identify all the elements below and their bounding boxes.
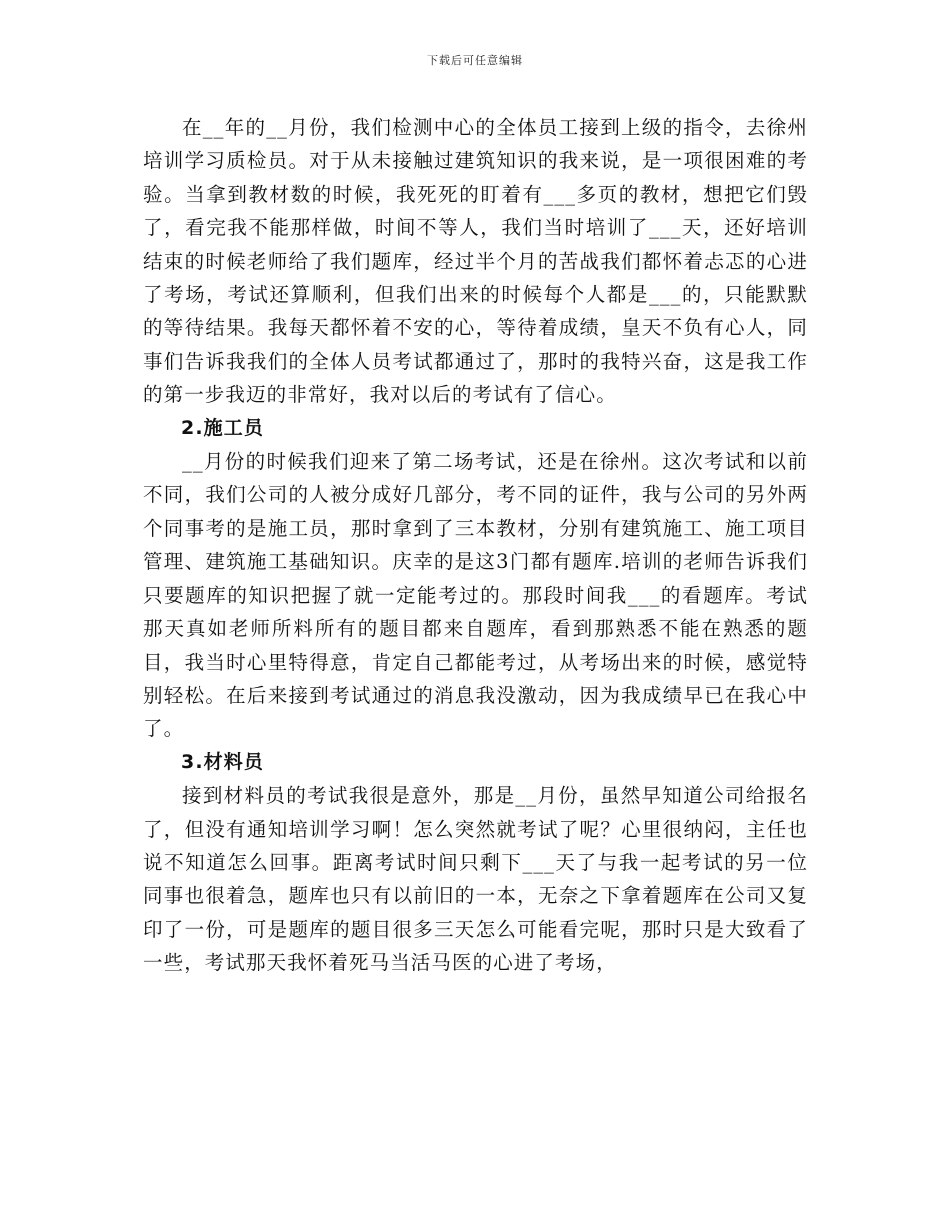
page-header: 下载后可任意编辑 [427,54,523,67]
paragraph-material-clerk: 接到材料员的考试我很是意外，那是__月份，虽然早知道公司给报名了，但没有通知培训学习啊！怎么突然就考试了呢？心里很纳闷，主任也说不知道怎么回事。距离考试时间只剩下___天了与我一起考试的另一位同事也很着急，题库也只有以前旧的一本，无奈之下拿着题库在公司又复印了一份，可是题库的题目很多三天怎么可能看完呢，那时只是大致看了一些，考试那天我怀着死马当活马医的心进了考场， [143,784,808,975]
paragraph-quality-inspector: 在__年的__月份，我们检测中心的全体员工接到上级的指令，去徐州培训学习质检员。对于从未接触过建筑知识的我来说，是一项很困难的考验。当拿到教材数的时候，我死死的盯着有___多页的教材，想把它们毁了，看完我不能那样做，时间不等人，我们当时培训了___天，还好培训结束的时候老师给了我们题库，经过半个月的苦战我们都怀着忐忑的心进了考场，考试还算顺利，但我们出来的时候每个人都是___的，只能默默的等待结果。我每天都怀着不安的心，等待着成绩，皇天不负有心人，同事们告诉我我们的全体人员考试都通过了，那时的我特兴奋，这是我工作的第一步我迈的非常好，我对以后的考试有了信心。 [143,116,808,407]
document-body [143,111,808,980]
paragraph-construction-worker: __月份的时候我们迎来了第二场考试，还是在徐州。这次考试和以前不同，我们公司的人被分成好几部分，考不同的证件，我与公司的另外两个同事考的是施工员，那时拿到了三本教材，分别有建筑施工、施工项目管理、建筑施工基础知识。庆幸的是这3门都有题库.培训的老师告诉我们只要题库的知识把握了就一定能考过的。那段时间我___的看题库。考试那天真如老师所料所有的题目都来自题库，看到那熟悉不能在熟悉的题目，我当时心里特得意，肯定自己都能考过，从考场出来的时候，感觉特别轻松。在后来接到考试通过的消息我没激动，因为我成绩早已在我心中了。 [143,450,808,741]
heading-material-clerk: 3.材料员 [181,750,264,773]
heading-construction-worker: 2.施工员 [181,416,264,439]
